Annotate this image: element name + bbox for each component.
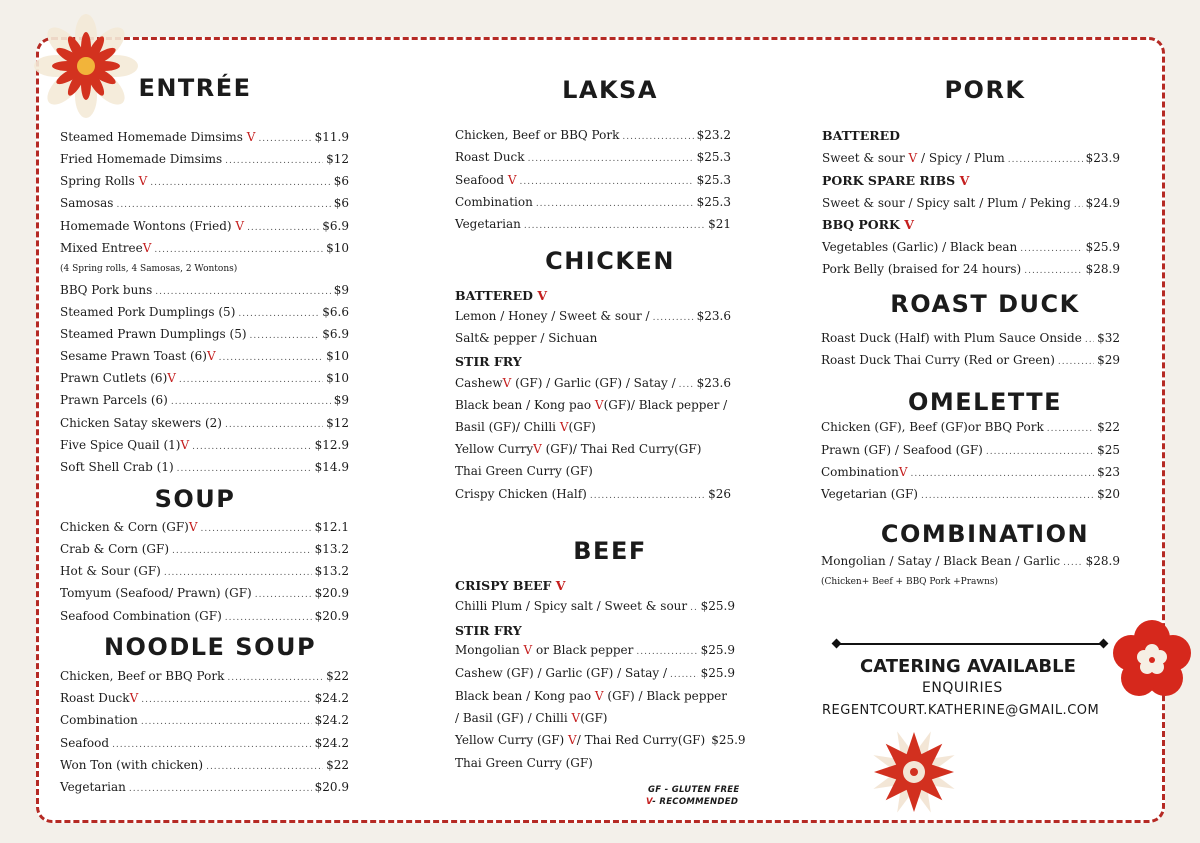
battered-subheading: BATTERED xyxy=(822,128,901,143)
list-item: Black bean / Kong pao V(GF)/ Black pepper / xyxy=(455,398,728,412)
list-item: Mongolian / Satay / Black Bean / Garlic ..... $28.9 xyxy=(821,554,1120,572)
list-item: CashewV (GF) / Garlic (GF) / Satay / ..... $23.6 xyxy=(455,376,731,394)
divider-line xyxy=(836,643,1104,645)
list-item: Vegetables (Garlic) / Black bean ..... $25.9 xyxy=(822,240,1120,258)
list-item: Five Spice Quail (1)V ..... $12.9 xyxy=(60,438,349,456)
laksa-heading: LAKSA xyxy=(562,76,658,104)
list-item: Black bean / Kong pao V (GF) / Black pepper xyxy=(455,689,727,703)
soup-heading: SOUP xyxy=(154,485,236,513)
list-item: Prawn Cutlets (6)V ..... $10 xyxy=(60,371,349,389)
list-item: Sesame Prawn Toast (6)V ..... $10 xyxy=(60,349,349,367)
combination-note: (Chicken+ Beef + BBQ Pork +Prawns) xyxy=(821,577,999,587)
list-item: Homemade Wontons (Fried) V ..... $6.9 xyxy=(60,219,349,237)
list-item: Combination ..... $24.2 xyxy=(60,713,349,731)
list-item: Yellow Curry (GF) V/ Thai Red Curry(GF) $25.9 xyxy=(455,733,746,747)
list-item: Seafood Combination (GF) ..... $20.9 xyxy=(60,609,349,627)
list-item: Roast Duck Thai Curry (Red or Green) ..... $29 xyxy=(821,353,1120,371)
list-item: Fried Homemade Dimsims ..... $12 xyxy=(60,152,349,170)
list-item: Chicken (GF), Beef (GF)or BBQ Pork ..... $22 xyxy=(821,420,1120,438)
stir-fry-subheading: STIR FRY xyxy=(455,354,522,369)
list-item: Chilli Plum / Spicy salt / Sweet & sour ..... $25.9 xyxy=(455,599,735,617)
list-item: Won Ton (with chicken) ..... $22 xyxy=(60,758,349,776)
list-item: Chicken & Corn (GF)V ..... $12.1 xyxy=(60,520,349,538)
list-item: Prawn Parcels (6) ..... $9 xyxy=(60,393,349,411)
red-flower-decoration-top-left xyxy=(34,14,138,118)
list-item: Prawn (GF) / Seafood (GF) ..... $25 xyxy=(821,443,1120,461)
enquiries-label: ENQUIRIES xyxy=(922,680,1003,696)
list-item: Combination ..... $25.3 xyxy=(455,195,731,213)
roast-duck-heading: ROAST DUCK xyxy=(890,290,1080,318)
pork-spare-ribs-subheading: PORK SPARE RIBS V xyxy=(822,173,970,188)
recommended-legend: V- RECOMMENDED xyxy=(646,797,739,807)
list-item: Tomyum (Seafood/ Prawn) (GF) ..... $20.9 xyxy=(60,586,349,604)
bbq-pork-subheading: BBQ PORK V xyxy=(822,217,914,232)
list-item: Vegetarian (GF) ..... $20 xyxy=(821,487,1120,505)
omelette-heading: OMELETTE xyxy=(907,388,1063,416)
list-item: / Basil (GF) / Chilli V(GF) xyxy=(455,711,608,725)
list-item: Chicken, Beef or BBQ Pork ..... $22 xyxy=(60,669,349,687)
gluten-free-legend: GF - GLUTEN FREE xyxy=(648,785,740,795)
list-item: Steamed Pork Dumplings (5) ..... $6.6 xyxy=(60,305,349,323)
catering-title: CATERING AVAILABLE xyxy=(860,656,1076,677)
list-item: Mixed EntreeV ..... $10 xyxy=(60,241,349,259)
red-flower-decoration-right xyxy=(1108,616,1196,704)
list-item: CombinationV ..... $23 xyxy=(821,465,1120,483)
pork-heading: PORK xyxy=(944,76,1026,104)
list-item: Spring Rolls V ..... $6 xyxy=(60,174,349,192)
list-item: Roast Duck ..... $25.3 xyxy=(455,150,731,168)
list-item: Yellow CurryV (GF)/ Thai Red Curry(GF) xyxy=(455,442,702,456)
list-item: Crispy Chicken (Half) ..... $26 xyxy=(455,487,731,505)
crispy-beef-subheading: CRISPY BEEF V xyxy=(455,578,566,593)
list-item: Sweet & sour V / Spicy / Plum ..... $23.9 xyxy=(822,151,1120,169)
list-item: Pork Belly (braised for 24 hours) ..... $28.9 xyxy=(822,262,1120,280)
noodle-soup-heading: NOODLE SOUP xyxy=(103,633,317,661)
battered-subheading: BATTERED V xyxy=(455,288,548,303)
combination-heading: COMBINATION xyxy=(880,520,1090,548)
list-item: Sweet & sour / Spicy salt / Plum / Peking ..... $24.9 xyxy=(822,196,1120,214)
list-item: Mongolian V or Black pepper ..... $25.9 xyxy=(455,643,735,661)
list-item: Hot & Sour (GF) ..... $13.2 xyxy=(60,564,349,582)
list-item: Steamed Homemade Dimsims V ..... $11.9 xyxy=(60,130,349,148)
list-item: Lemon / Honey / Sweet & sour / ..... $23.6 xyxy=(455,309,731,327)
list-item: Steamed Prawn Dumplings (5) ..... $6.9 xyxy=(60,327,349,345)
stir-fry-subheading: STIR FRY xyxy=(455,623,522,638)
list-item: Thai Green Curry (GF) xyxy=(455,464,593,478)
list-item: Samosas ..... $6 xyxy=(60,196,349,214)
list-item: Thai Green Curry (GF) xyxy=(455,756,593,770)
list-item: Cashew (GF) / Garlic (GF) / Satay / ..... $25.9 xyxy=(455,666,735,684)
list-item: Roast Duck (Half) with Plum Sauce Onside ..... $32 xyxy=(821,331,1120,349)
list-item: Seafood V ..... $25.3 xyxy=(455,173,731,191)
list-item: Roast DuckV ..... $24.2 xyxy=(60,691,349,709)
list-item: Seafood ..... $24.2 xyxy=(60,736,349,754)
contact-email: REGENTCOURT.KATHERINE@GMAIL.COM xyxy=(822,703,1100,718)
beef-heading: BEEF xyxy=(573,537,647,565)
red-flower-decoration-bottom xyxy=(866,724,962,820)
list-item: Salt& pepper / Sichuan xyxy=(455,331,598,345)
list-item: Vegetarian ..... $20.9 xyxy=(60,780,349,798)
mixed-entree-note: (4 Spring rolls, 4 Samosas, 2 Wontons) xyxy=(60,264,238,274)
list-item: Vegetarian ..... $21 xyxy=(455,217,731,235)
list-item: BBQ Pork buns ..... $9 xyxy=(60,283,349,301)
chicken-heading: CHICKEN xyxy=(545,247,675,275)
list-item: Crab & Corn (GF) ..... $13.2 xyxy=(60,542,349,560)
list-item: Basil (GF)/ Chilli V(GF) xyxy=(455,420,596,434)
list-item: Soft Shell Crab (1) ..... $14.9 xyxy=(60,460,349,478)
entree-heading: ENTRÉE xyxy=(138,74,252,102)
list-item: Chicken, Beef or BBQ Pork ..... $23.2 xyxy=(455,128,731,146)
list-item: Chicken Satay skewers (2) ..... $12 xyxy=(60,416,349,434)
